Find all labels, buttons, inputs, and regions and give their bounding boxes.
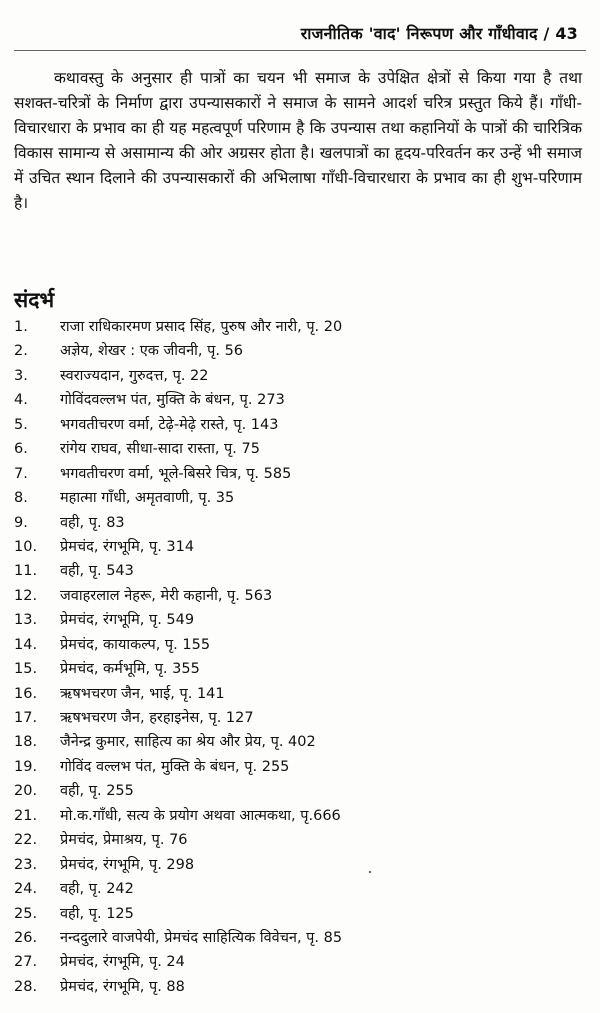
reference-item: [14, 657, 586, 681]
running-header-title: राजनीतिक 'वाद' निरूपण और गाँधीवाद / 43: [300, 24, 578, 43]
reference-number: 11.: [14, 563, 38, 580]
reference-number: 14.: [14, 636, 38, 653]
reference-text: ऋषभचरण जैन, हरहाइनेस, पृ. 127: [60, 710, 254, 726]
reference-text: प्रेमचंद, रंगभूमि, पृ. 88: [60, 978, 185, 995]
reference-number: 5.: [14, 416, 28, 433]
reference-text: गोविंदवल्लभ पंत, मुक्ति के बंधन, पृ. 273: [60, 392, 285, 409]
reference-item: [14, 511, 586, 535]
reference-text: ऋषभचरण जैन, भाई, पृ. 141: [60, 685, 225, 702]
reference-number: 25.: [14, 905, 38, 922]
reference-item: [14, 682, 586, 706]
reference-item: [14, 608, 586, 632]
reference-text: प्रेमचंद, प्रेमाश्रय, पृ. 76: [60, 832, 188, 849]
reference-text: जवाहरलाल नेहरू, मेरी कहानी, पृ. 563: [60, 587, 273, 604]
reference-number: 18.: [14, 734, 38, 751]
reference-number: 6.: [14, 441, 28, 458]
body-paragraph: कथावस्तु के अनुसार ही पात्रों का चयन भी समाज के उपेक्षित क्षेत्रों से किया गया है तथा सशक्त-चरित्रों के निर्माण द्वारा उपन्यासकारों ने समाज के सामने आदर्श चरित्र प्रस्तुत किये हैं। गाँधी-विचारधारा के प्रभाव का ही यह महत्वपूर्ण परिणाम है कि उपन्यास तथा कहानियों के पात्रों की चारित्रिक विकास सामान्य से असामान्य की ओर अग्रसर होता है। खलपात्रों का हृदय-परिवर्तन कर उन्हें भी समाज में उचित स्थान दिलाने की उपन्यासकारों की अभिलाषा गाँधी-विचारधारा के प्रभाव का ही शुभ-परिणाम है।: [14, 69, 582, 212]
reference-item: [14, 877, 586, 901]
reference-text: महात्मा गाँधी, अमृतवाणी, पृ. 35: [60, 490, 235, 507]
reference-number: 8.: [14, 490, 28, 507]
reference-text: राजा राधिकारमण प्रसाद सिंह, पुरुष और नारी, पृ. 20: [60, 319, 343, 335]
reference-number: 1.: [14, 319, 28, 335]
reference-number: 26.: [14, 929, 38, 946]
reference-number: 12.: [14, 587, 38, 604]
reference-number: 19.: [14, 758, 38, 775]
reference-text: जैनेन्द्र कुमार, साहित्य का श्रेय और प्रेय, पृ. 402: [60, 734, 316, 751]
reference-number: 9.: [14, 514, 28, 531]
reference-number: 24.: [14, 881, 38, 898]
reference-number: 16.: [14, 685, 38, 702]
reference-item: [14, 902, 586, 926]
reference-text: वही, पृ. 543: [60, 563, 134, 580]
reference-item: [14, 779, 586, 803]
reference-item: [14, 486, 586, 510]
reference-number: 10.: [14, 538, 38, 555]
reference-text: प्रेमचंद, रंगभूमि, पृ. 549: [60, 612, 195, 629]
reference-number: 20.: [14, 783, 38, 800]
reference-text: रांगेय राघव, सीधा-सादा रास्ता, पृ. 75: [60, 441, 260, 458]
reference-item: [14, 413, 586, 437]
reference-number: 22.: [14, 832, 38, 849]
reference-item: [14, 755, 586, 779]
reference-item: [14, 950, 586, 974]
reference-number: 21.: [14, 807, 38, 824]
reference-text: वही, पृ. 255: [60, 783, 134, 800]
reference-item: [14, 462, 586, 486]
reference-item: [14, 926, 586, 950]
reference-number: 2.: [14, 343, 28, 360]
reference-item: [14, 706, 586, 730]
reference-text: प्रेमचंद, रंगभूमि, पृ. 314: [60, 538, 195, 555]
reference-text: नन्ददुलारे वाजपेयी, प्रेमचंद साहित्यिक विवेचन, पृ. 85: [60, 929, 343, 946]
reference-number: 3.: [14, 367, 28, 384]
reference-text: अज्ञेय, शेखर : एक जीवनी, पृ. 56: [60, 343, 244, 360]
reference-number: 17.: [14, 710, 38, 726]
print-speck: [369, 871, 371, 873]
reference-number: 15.: [14, 661, 38, 678]
reference-number: 4.: [14, 392, 28, 409]
reference-item: [14, 535, 586, 559]
references-list: [14, 315, 586, 999]
references-heading: संदर्भ: [14, 288, 55, 312]
reference-item: [14, 315, 586, 339]
reference-item: [14, 804, 586, 828]
reference-item: [14, 730, 586, 754]
reference-item: [14, 437, 586, 461]
reference-item: [14, 559, 586, 583]
reference-text: वही, पृ. 83: [60, 514, 125, 531]
reference-item: [14, 364, 586, 388]
reference-number: 13.: [14, 612, 38, 629]
reference-number: 23.: [14, 856, 38, 873]
reference-number: 28.: [14, 978, 38, 995]
reference-text: भगवतीचरण वर्मा, भूले-बिसरे चित्र, पृ. 585: [60, 465, 292, 482]
reference-item: [14, 633, 586, 657]
reference-text: मो.क.गाँधी, सत्य के प्रयोग अथवा आत्मकथा, पृ.666: [60, 807, 341, 824]
reference-item: [14, 388, 586, 412]
reference-item: [14, 975, 586, 999]
reference-number: 27.: [14, 954, 38, 971]
reference-text: वही, पृ. 242: [60, 881, 134, 898]
reference-text: वही, पृ. 125: [60, 905, 134, 922]
reference-text: प्रेमचंद, कायाकल्प, पृ. 155: [60, 636, 211, 653]
reference-text: स्वराज्यदान, गुरुदत्त, पृ. 22: [60, 367, 209, 384]
reference-text: भगवतीचरण वर्मा, टेढ़े-मेढ़े रास्ते, पृ. 143: [60, 416, 279, 433]
reference-item: [14, 853, 586, 877]
reference-text: प्रेमचंद, कर्मभूमि, पृ. 355: [60, 661, 200, 678]
reference-text: प्रेमचंद, रंगभूमि, पृ. 298: [60, 856, 195, 873]
reference-item: [14, 339, 586, 363]
reference-item: [14, 828, 586, 852]
reference-text: गोविंद वल्लभ पंत, मुक्ति के बंधन, पृ. 255: [60, 758, 290, 775]
header-divider: [14, 50, 586, 51]
reference-text: प्रेमचंद, रंगभूमि, पृ. 24: [60, 954, 185, 971]
reference-number: 7.: [14, 465, 28, 482]
reference-item: [14, 584, 586, 608]
